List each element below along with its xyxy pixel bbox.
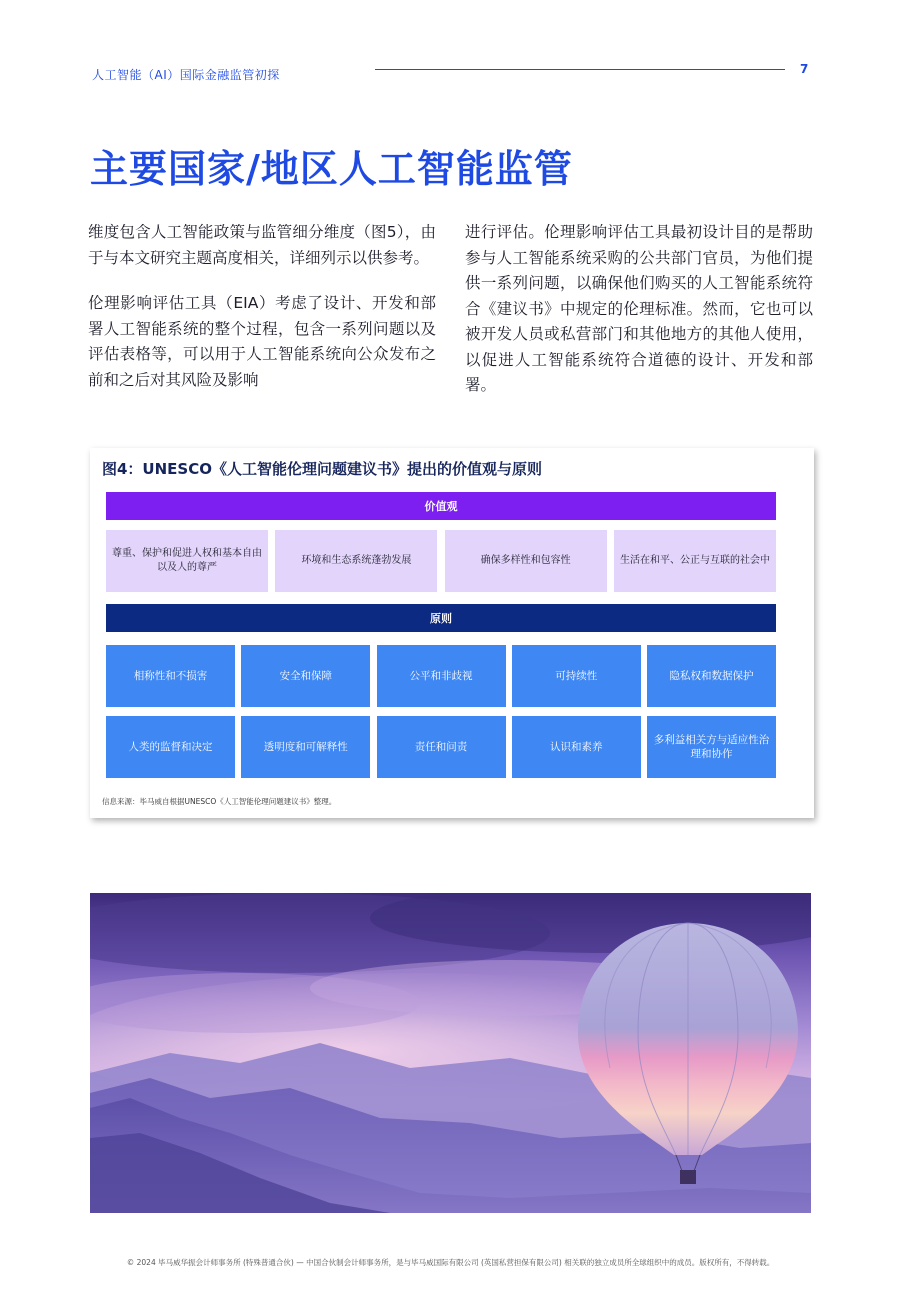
value-cell: 生活在和平、公正与互联的社会中: [614, 530, 776, 592]
principle-cell: 隐私权和数据保护: [647, 645, 776, 707]
value-cell: 环境和生态系统蓬勃发展: [275, 530, 437, 592]
figure-source: 信息来源：毕马威自根据UNESCO《人工智能伦理问题建议书》整理。: [102, 797, 337, 806]
body-paragraph: 进行评估。伦理影响评估工具最初设计目的是帮助参与人工智能系统采购的公共部门官员，为他们提供一系列问题，以确保他们购买的人工智能系统符合《建议书》中规定的伦理标准。然而，它也可以被开发人员或私营部门和其他地方的其他人使用，以促进人工智能系统符合道德的设计、开发和部署。: [465, 223, 813, 394]
figure-unesco-values-principles: [90, 448, 814, 818]
page-number: 7: [800, 62, 809, 76]
hot-air-balloon-photo: [90, 893, 811, 1213]
body-paragraph: 维度包含人工智能政策与监管细分维度（图5），由于与本文研究主题高度相关，详细列示以供参考。: [88, 223, 436, 267]
principle-cell: 责任和问责: [377, 716, 506, 778]
value-cell: 尊重、保护和促进人权和基本自由以及人的尊严: [106, 530, 268, 592]
values-header: 价值观: [106, 492, 776, 520]
body-column-left: [88, 220, 436, 413]
body-paragraph: 伦理影响评估工具（EIA）考虑了设计、开发和部署人工智能系统的整个过程，包含一系列问题以及评估表格等，可以用于人工智能系统向公众发布之前和之后对其风险及影响: [88, 294, 436, 389]
principle-cell: 公平和非歧视: [377, 645, 506, 707]
principle-cell: 透明度和可解释性: [241, 716, 370, 778]
principle-cell: 相称性和不损害: [106, 645, 235, 707]
principle-cell: 安全和保障: [241, 645, 370, 707]
value-cell: 确保多样性和包容性: [445, 530, 607, 592]
running-header: 人工智能（AI）国际金融监管初探: [92, 68, 280, 82]
page-title: 主要国家/地区人工智能监管: [90, 147, 573, 191]
copyright-footer: © 2024 毕马威华振会计师事务所 (特殊普通合伙) — 中国合伙制会计师事务所，是与毕马威国际有限公司 (英国私营担保有限公司) 相关联的独立成员所全球组织中的成员。版权所有，不得转载。: [126, 1258, 775, 1267]
principle-cell: 多利益相关方与适应性治理和协作: [647, 716, 776, 778]
principles-row: [106, 645, 776, 707]
figure-title: 图4：UNESCO《人工智能伦理问题建议书》提出的价值观与原则: [102, 460, 542, 478]
body-column-right: [465, 220, 813, 419]
principle-cell: 认识和素养: [512, 716, 641, 778]
principles-header: 原则: [106, 604, 776, 632]
header-divider: [375, 69, 785, 70]
principle-cell: 人类的监督和决定: [106, 716, 235, 778]
principles-row: [106, 716, 776, 778]
balloon-landscape-illustration: [90, 893, 811, 1213]
values-row: [106, 530, 776, 592]
principle-cell: 可持续性: [512, 645, 641, 707]
